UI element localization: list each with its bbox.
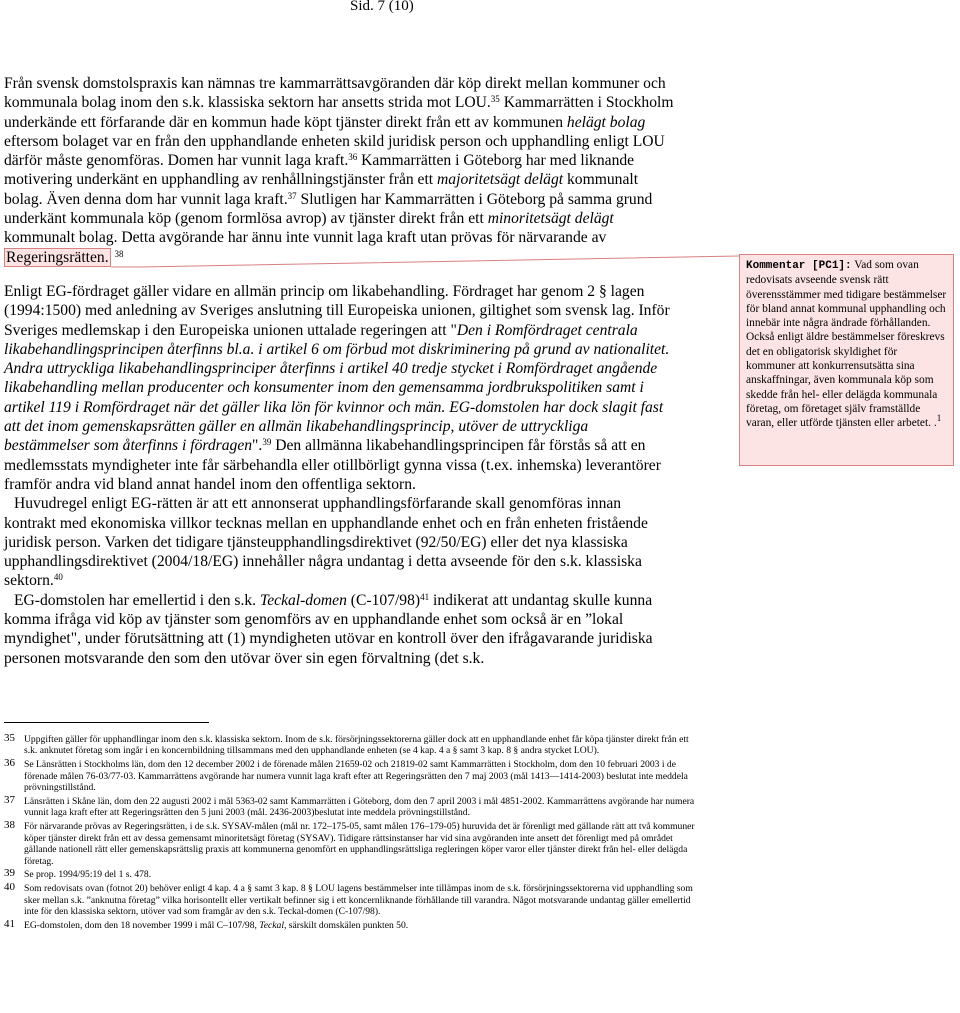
footnote-41: 41 EG-domstolen, dom den 18 november 1999 i mål C–107/98, Teckal, särskilt domskälen punkten 50. — [4, 918, 409, 932]
footnote-ref-37[interactable]: 37 — [287, 190, 297, 201]
comment-highlight[interactable]: Regeringsrätten. — [6, 248, 109, 266]
footnote-ref-41[interactable]: 41 — [420, 591, 430, 602]
body-text — [4, 74, 674, 668]
footnote-ref-35[interactable]: 35 — [490, 94, 500, 105]
paragraph-1: Från svensk domstolspraxis kan nämnas tre kammarrättsavgöranden där köp direkt mellan kommuner och kommunala bolag inom den s.k. klassiska sektorn har ansetts strida mot LOU.$^{35}$ Kammarrätten i Stockholm underkände ett förfarande där en kommun hade köpt tjänster direkt från ett av kommunen helägt bolag eftersom bolaget var en från den upphandlande enheten skild juridisk person och upphandling enligt LOU därför måste genomföras. Domen har vunnit laga kraft.$^{36}$ Kammarrätten i Göteborg har med liknande motivering underkänt en upphandling av renhållningstjänster från ett majoritetsägt delägt kommunalt bolag. Även denna dom har vunnit laga kraft.$^{37}$ Slutligen har Kammarrätten i Göteborg på samma grund underkänt kommunala köp (genom formlösa avrop) av tjänster direkt från ett minoritetsägt delägt kommunalt bolag. Detta avgörande har ännu inte vunnit laga kraft utan prövas för närvarande av Regeringsrätten. $^{38}$ — [4, 75, 674, 266]
paragraph-3: Huvudregel enligt EG-rätten är att ett annonserat upphandlingsförfarande skall genomföras innan kontrakt med ekonomiska villkor tecknas mellan en upphandlande enhet och en från enheten fristående juridisk person. Varken det tidigare tjänsteupphandlingsdirektivet (92/50/EG) eller det nya klassiska upphandlingsdirektivet (2004/18/EG) innehåller några undantag i detta avseende för den s.k. klassiska sektorn.$^{40}$ — [4, 495, 648, 590]
footnote-37: 37 Länsrätten i Skåne län, dom den 22 augusti 2002 i mål 5363-02 samt Kammarrätten i Göteborg, dom den 7 april 2003 i mål 4851-2002. Kammarrättens avgörande har numera vunnit laga kraft efter att Regeringsrätten den 5 juni 2003 (mål. 2436-2003)beslutat inte meddela prövningstillstånd. — [4, 794, 695, 819]
footnote-ref-38[interactable]: 38 — [114, 248, 124, 259]
page-number: Sid. 7 (10) — [350, 0, 414, 14]
footnote-38: 38 För närvarande prövas av Regeringsrätten, i de s.k. SYSAV-målen (mål nr. 172–175-05, samt målen 176–179-05) huruvida det är förenligt med gällande rätt att två kommuner köper tjänster direkt från ett av dessa gemensamt minoritetsägt företag (SYSAV). Tidigare rättsinstanser har vid sina avgöranden inte ansett det förenligt med på området gällande nationell rätt eller gemenskapsrättslig praxis att kommunerna genomfört en upphandlingsrättsliga regleringen köper varor eller tjänster direkt från hel- eller delägda företag. — [4, 819, 695, 867]
footnote-40: 40 Som redovisats ovan (fotnot 20) behöver enligt 4 kap. 4 a § samt 3 kap. 8 § LOU lagens bestämmelser inte tillämpas inom de s.k. försörjningssektorerna vid upphandling som sker mellan s.k. ”anknutna företag” vilka horisontellt eller vertikalt befinner sig i ett koncernliknande förhållande till varandra. Något motsvarande undantag gäller emellertid inte för den klassiska sektorn, utöver vad som framgår av den s.k. Teckal-domen (C-107/98). — [4, 881, 693, 918]
comment-balloon[interactable] — [739, 254, 954, 466]
paragraph-4: EG-domstolen har emellertid i den s.k. Teckal-domen $(C-107/98)^{41}$ indikerat att undantag skulle kunna komma ifråga vid köp av tjänster som genomförs av en upphandlande enhet som också är en ”lokal myndighet", under förutsättning att (1) myndigheten utövar en kontroll över den ifrågavarande juridiska personen motsvarande den som den utövar över sin egen förvaltning (det s.k. — [4, 591, 653, 667]
comment-tag: Kommentar [PC1]: — [746, 260, 852, 272]
footnote-39: 39 Se prop. 1994/95:19 del 1 s. 478. — [4, 867, 152, 881]
footnote-35: 35 Uppgiften gäller för upphandlingar inom den s.k. klassiska sektorn. Inom de s.k. försörjningssektorerna gäller dock att en upphandlande enhet får köpa tjänster direkt från ett s.k. anknutet företag som ingår i en koncernbildning tillsammans med den upphandlande enheten (se 4 kap. 4 a § samt 3 kap. 8 § andra stycket LOU). — [4, 732, 689, 757]
footnote-ref-39[interactable]: 39 — [262, 437, 272, 448]
paragraph-2: Enligt EG-fördraget gäller vidare en allmän princip om likabehandling. Fördraget har genom 2 § lagen (1994:1500) med anledning av Sveriges anslutning till Europeiska unionen, giltighet som svensk lag. Inför Sveriges medlemskap i den Europeiska unionen uttalade regeringen att "Den i Romfördraget centrala likabehandlingsprincipen återfinns bl.a. i artikel 6 om förbud mot diskriminering på grund av nationalitet. Andra uttryckliga likabehandlingsprinciper återfinns i artikel 40 tredje stycket i Romfördraget angående likabehandling mellan producenter och konsumenter inom den gemensamma jordbrukspolitiken samt i artikel 119 i Romfördraget när det gäller lika lön för kvinnor och män. EG-domstolen har dock slagit fast att det inom gemenskapsrätten gäller en allmän likabehandlingsprincip, utöver de uttryckliga bestämmelser som återfinns i fördragen".$^{39}$ Den allmänna likabehandlingsprincipen får förstås så att en medlemsstats myndigheter inte får särbehandla eller otillbörligt gynna vissa (t.ex. inhemska) leverantörer framför andra vid bland annat handel inom den offentliga sektorn. — [4, 282, 670, 493]
page-header — [0, 0, 960, 18]
comment-ref: 1 — [936, 413, 942, 424]
footnote-ref-40[interactable]: 40 — [53, 572, 63, 583]
footnotes — [0, 734, 700, 934]
footnote-separator — [4, 722, 209, 723]
footnote-36: 36 Se Länsrätten i Stockholms län, dom den 12 december 2002 i de förenade målen 21659-02 och 21819-02 samt Kammarrätten i Stockholm, dom den 10 februari 2003 i de förenade målen 76-03/77-03. Kammarrättens avgörande har numera vunnit laga kraft efter att Regeringsrätten den 7 maj 2003 (mål 1413—1414-2003) beslutat inte meddela prövningstillstånd. — [4, 757, 688, 794]
comment-text: Vad som ovan redovisats avseende svensk rätt överensstämmer med tidigare bestämmelser för bland annat kommunal upphandling och innebär inte några ändrade förhållanden. Också enligt äldre bestämmelser föreskrevs det en obligatorisk skyldighet för kommuner att konkurrensutsätta sina anskaffningar, även kommunala köp som skedde från hel- eller delägda kommunala företag, om företaget själv framställde varan, eller utförde tjänsten eller arbetet. . — [746, 259, 947, 430]
footnote-ref-36[interactable]: 36 — [348, 152, 358, 163]
